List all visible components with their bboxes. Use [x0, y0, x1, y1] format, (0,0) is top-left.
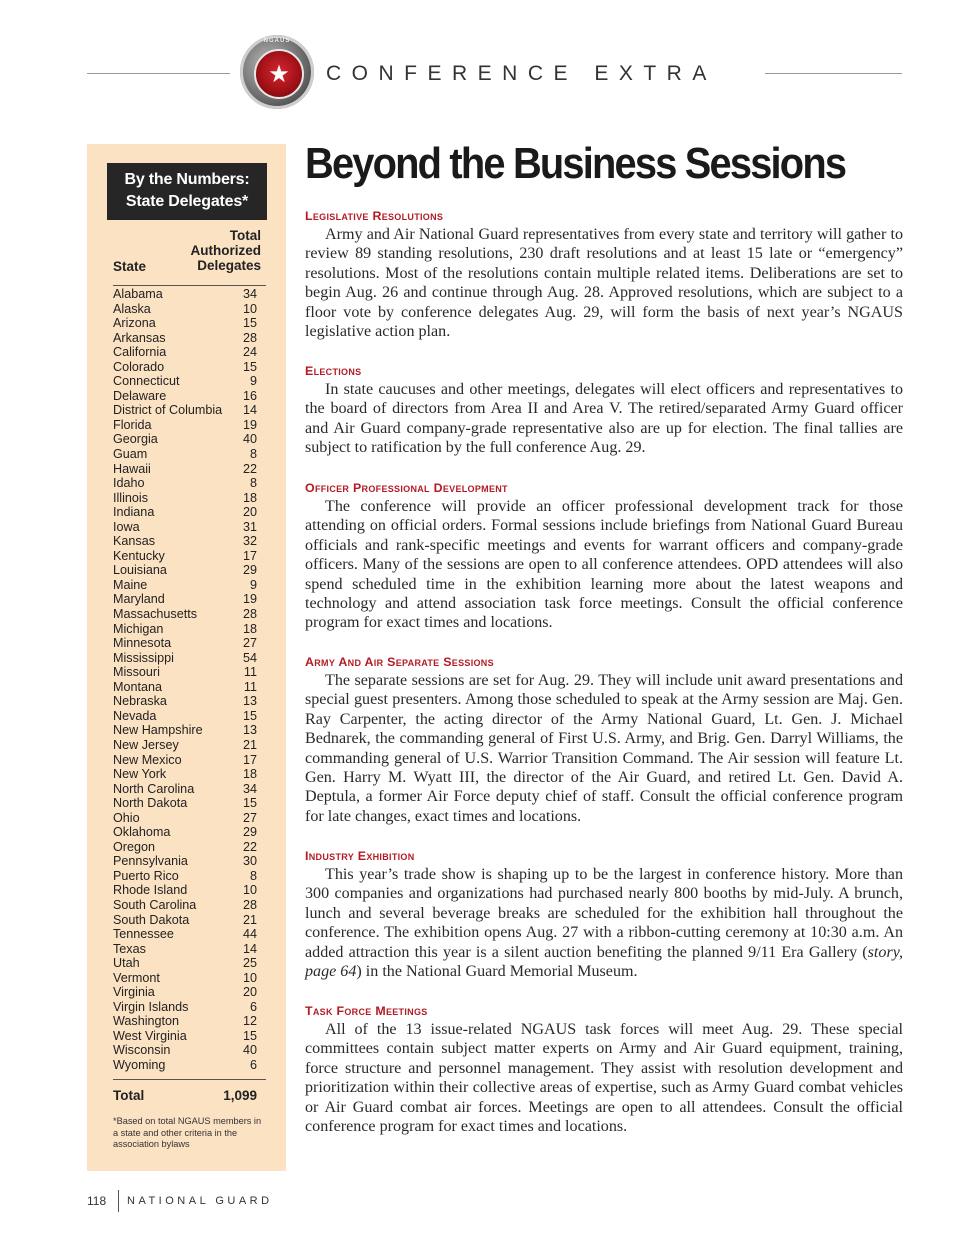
section-body: In state caucuses and other meetings, delegates will elect officers and representatives to the board of directors from Area II and Area V. The retired/separated Army Guard officer and Air Guard company-grade representative also are up for election. The final tallies are subject to ratification by the full conference Aug. 29. [305, 381, 903, 457]
delegate-count: 13 [242, 723, 257, 738]
delegate-count: 18 [242, 767, 257, 782]
table-row [113, 942, 266, 957]
delegate-count: 31 [242, 519, 257, 534]
table-row [113, 287, 266, 302]
delegate-count: 8 [249, 476, 257, 491]
table-row [113, 592, 266, 607]
table-row [113, 505, 266, 520]
state-name: North Carolina [113, 781, 195, 796]
state-name: Oklahoma [113, 825, 171, 840]
section-heading: Legislative Resolutions [305, 209, 444, 223]
state-name: Texas [113, 941, 146, 956]
state-name: Colorado [113, 359, 165, 374]
state-name: Connecticut [113, 374, 180, 389]
delegate-count: 6 [249, 1057, 257, 1072]
state-name: Wyoming [113, 1057, 166, 1072]
table-row [113, 622, 266, 637]
table-row [113, 709, 266, 724]
table-row [113, 898, 266, 913]
delegate-count: 8 [249, 447, 257, 462]
state-name: District of Columbia [113, 403, 223, 418]
delegate-count: 28 [242, 607, 257, 622]
table-row [113, 869, 266, 884]
table-row [113, 971, 266, 986]
page-number: 118 [87, 1194, 107, 1208]
table-row [113, 316, 266, 331]
table-row [113, 534, 266, 549]
state-name: California [113, 345, 167, 360]
section-label: CONFERENCE EXTRA [326, 62, 717, 85]
table-row [113, 651, 266, 666]
delegate-count: 18 [242, 621, 257, 636]
table-row [113, 302, 266, 317]
table-row [113, 665, 266, 680]
state-name: New York [113, 767, 167, 782]
delegate-count: 21 [242, 737, 257, 752]
table-row [113, 956, 266, 971]
state-name: Georgia [113, 432, 158, 447]
section-body: Army and Air National Guard representatives from every state and territory will gather to review 89 standing resolutions, 230 draft resolutions and at least 15 late or “emergency” resolutions. Most of the resolutions contain multiple related items. Deliberations are set to begin Aug. 26 and continue through Aug. 28. Approved resolutions, which are subject to a floor vote by conference delegates Aug. 29, will form the basis of next year’s NGAUS legislative action plan. [305, 226, 903, 341]
table-row [113, 782, 266, 797]
delegate-count: 24 [242, 345, 257, 360]
seal-label: NGAUS [263, 38, 291, 44]
table-row [113, 403, 266, 418]
delegate-count: 14 [242, 403, 257, 418]
delegate-count: 40 [242, 1043, 257, 1058]
delegate-count: 20 [242, 505, 257, 520]
delegate-count: 17 [242, 752, 257, 767]
table-row [113, 1043, 266, 1058]
sidebar-title-line2: State Delegates* [125, 193, 249, 210]
table-row [113, 854, 266, 869]
delegate-count: 12 [242, 1014, 257, 1029]
delegate-count: 32 [242, 534, 257, 549]
state-name: Kansas [113, 534, 156, 549]
delegate-count: 28 [242, 897, 257, 912]
delegate-count: 30 [242, 854, 257, 869]
table-row [113, 520, 266, 535]
delegate-count: 10 [242, 301, 257, 316]
state-name: Mississippi [113, 650, 174, 665]
table-row [113, 913, 266, 928]
column-header-total [187, 228, 261, 273]
sidebar-title-line1: By the Numbers: [124, 171, 250, 188]
delegate-count: 19 [242, 417, 257, 432]
table-row [113, 432, 266, 447]
table-row [113, 491, 266, 506]
delegates-sidebar [87, 144, 286, 1171]
state-name: Maryland [113, 592, 165, 607]
table-row [113, 549, 266, 564]
delegate-count: 11 [243, 679, 257, 694]
sidebar-title [107, 163, 267, 220]
total-label: Total [113, 1088, 145, 1103]
delegate-count: 18 [242, 490, 257, 505]
delegate-count: 17 [242, 548, 257, 563]
state-name: Iowa [113, 519, 140, 534]
state-name: New Jersey [113, 737, 179, 752]
delegate-count: 29 [242, 825, 257, 840]
delegate-count: 34 [242, 287, 257, 301]
section-body: The conference will provide an officer professional development track for those attending on official orders. Formal sessions include briefings from National Guard Bureau officials and rank-specific meetings and events for warrant officers and company-grade officers. Many of the sessions are open to all conference attendees. OPD attendees will also spend scheduled time in the exhibition learning more about the latest weapons and technology and attend association task force meetings. Consult the official conference program for exact times and locations. [305, 498, 903, 632]
delegate-count: 14 [242, 941, 257, 956]
section-heading: Task Force Meetings [305, 1004, 428, 1018]
table-row [113, 636, 266, 651]
delegate-count: 9 [249, 374, 257, 389]
header-rule-right [765, 73, 902, 74]
delegate-count: 11 [243, 665, 257, 680]
state-name: Illinois [113, 490, 148, 505]
table-row [113, 825, 266, 840]
state-name: Virgin Islands [113, 999, 189, 1014]
section-officer-professional-development [305, 479, 903, 633]
table-row [113, 578, 266, 593]
body-text: This year’s trade show is shaping up to be the largest in conference history. More than 300 companies and organizations had purchased nearly 800 booths by mid-July. A brunch, lunch and several beverage breaks are scheduled for the exhibition hall throughout the conference. The exhibition opens Aug. 27 with a ribbon-cutting ceremony at 10:30 a.m. An added attraction this year is a silent auction benefiting the planned 9/11 Era Gallery ( [305, 866, 903, 961]
state-name: Utah [113, 956, 140, 971]
table-row [113, 389, 266, 404]
total-value: 1,099 [223, 1088, 257, 1103]
delegate-count: 28 [242, 330, 257, 345]
delegate-count: 10 [242, 883, 257, 898]
table-row [113, 345, 266, 360]
table-bottom-rule [113, 1079, 266, 1080]
state-name: Minnesota [113, 636, 172, 651]
delegate-count: 15 [242, 796, 257, 811]
delegate-count: 29 [242, 563, 257, 578]
table-row [113, 680, 266, 695]
state-name: Washington [113, 1014, 180, 1029]
delegate-count: 20 [242, 985, 257, 1000]
state-name: Tennessee [113, 927, 174, 942]
table-row [113, 1000, 266, 1015]
state-name: Montana [113, 679, 163, 694]
footer-divider [118, 1190, 119, 1212]
state-name: Massachusetts [113, 607, 197, 622]
state-name: North Dakota [113, 796, 188, 811]
delegate-count: 22 [242, 839, 257, 854]
table-row [113, 331, 266, 346]
table-row [113, 796, 266, 811]
table-row [113, 753, 266, 768]
section-heading: Industry Exhibition [305, 849, 415, 863]
delegate-count: 9 [249, 577, 257, 592]
body-text-end: ) in the National Guard Memorial Museum. [356, 963, 638, 981]
table-row [113, 985, 266, 1000]
section-elections [305, 362, 903, 458]
table-row [113, 883, 266, 898]
state-name: Louisiana [113, 563, 167, 578]
state-name: Pennsylvania [113, 854, 188, 869]
state-name: Wisconsin [113, 1043, 171, 1058]
state-name: Oregon [113, 839, 156, 854]
table-row [113, 360, 266, 375]
section-body: The separate sessions are set for Aug. 29. They will include unit award presentations and special guest presenters. Among those scheduled to speak at the Army session are Maj. Gen. Ray Carpenter, the acting director of the Army National Guard, Lt. Gen. J. Michael Bednarek, the commanding general of First U.S. Army, and Brig. Gen. Darryl Williams, the commanding general of U.S. Warrior Transition Command. The Air session will feature Lt. Gen. Harry M. Wyatt III, the director of the Air Guard, and retired Lt. Gen. David A. Deptula, a former Air Force deputy chief of staff. Consult the official conference program for late changes, exact times and locations. [305, 672, 903, 825]
state-name: Alabama [113, 287, 163, 301]
state-name: New Mexico [113, 752, 182, 767]
delegates-table [113, 287, 266, 1073]
table-row [113, 840, 266, 855]
delegate-count: 27 [242, 636, 257, 651]
state-name: New Hampshire [113, 723, 203, 738]
table-row [113, 723, 266, 738]
delegate-count: 15 [242, 708, 257, 723]
state-name: West Virginia [113, 1028, 187, 1043]
star-icon: ★ [268, 60, 290, 88]
delegate-count: 8 [249, 868, 257, 883]
state-name: Ohio [113, 810, 140, 825]
state-name: Missouri [113, 665, 160, 680]
table-row [113, 607, 266, 622]
column-header-total-line2: Authorized [190, 243, 261, 258]
table-row [113, 476, 266, 491]
column-header-total-line1: Total [229, 228, 261, 243]
delegate-count: 10 [242, 970, 257, 985]
section-army-air-separate-sessions [305, 653, 903, 826]
delegate-count: 19 [242, 592, 257, 607]
section-heading: Officer Professional Development [305, 481, 508, 495]
publication-name: NATIONAL GUARD [127, 1195, 273, 1207]
state-name: Guam [113, 447, 148, 462]
table-row [113, 1014, 266, 1029]
state-name: South Dakota [113, 912, 190, 927]
state-name: Idaho [113, 476, 145, 491]
state-name: Florida [113, 417, 152, 432]
table-row [113, 694, 266, 709]
total-row [113, 1088, 266, 1103]
section-heading: Army And Air Separate Sessions [305, 655, 494, 669]
header-rule-left [87, 73, 230, 74]
story-reference: story, page 64 [305, 943, 903, 981]
delegate-count: 40 [242, 432, 257, 447]
column-header-state: State [113, 259, 147, 274]
delegate-count: 27 [242, 810, 257, 825]
delegate-count: 15 [242, 359, 257, 374]
state-name: Puerto Rico [113, 868, 179, 883]
state-name: Alaska [113, 301, 151, 316]
table-row [113, 1058, 266, 1073]
state-name: Vermont [113, 970, 160, 985]
sidebar-footnote: *Based on total NGAUS members in a state and other criteria in the association bylaws [113, 1116, 262, 1149]
table-row [113, 767, 266, 782]
delegate-count: 6 [249, 999, 257, 1014]
ngaus-seal-logo [240, 35, 314, 109]
state-name: Nevada [113, 708, 157, 723]
state-name: Rhode Island [113, 883, 188, 898]
article-headline: Beyond the Business Sessions [305, 139, 846, 188]
state-name: Hawaii [113, 461, 151, 476]
section-task-force-meetings [305, 1002, 903, 1136]
table-row [113, 418, 266, 433]
delegate-count: 25 [242, 956, 257, 971]
state-name: Virginia [113, 985, 155, 1000]
section-industry-exhibition [305, 847, 903, 981]
state-name: South Carolina [113, 897, 197, 912]
section-body: All of the 13 issue-related NGAUS task forces will meet Aug. 29. These special committees contain subject matter experts on Army and Air Guard equipment, training, force structure and personnel management. They assist with resolution development and prioritization within their collective areas of expertise, such as Army Guard combat vehicles or Air Guard combat air forces. Meetings are open to all attendees. Consult the official conference program for exact times and locations. [305, 1021, 903, 1136]
delegate-count: 15 [242, 316, 257, 331]
table-row [113, 811, 266, 826]
table-row [113, 738, 266, 753]
state-name: Indiana [113, 505, 155, 520]
delegate-count: 13 [242, 694, 257, 709]
seal-emblem [254, 49, 304, 99]
column-header-total-line3: Delegates [197, 258, 261, 273]
delegate-count: 22 [242, 461, 257, 476]
table-row [113, 462, 266, 477]
state-name: Maine [113, 577, 148, 592]
section-body [305, 865, 903, 981]
state-name: Arkansas [113, 330, 166, 345]
delegate-count: 21 [242, 912, 257, 927]
delegate-count: 15 [242, 1028, 257, 1043]
table-row [113, 374, 266, 389]
state-name: Delaware [113, 388, 167, 403]
state-name: Arizona [113, 316, 156, 331]
delegate-count: 16 [242, 388, 257, 403]
table-row [113, 1029, 266, 1044]
delegate-count: 54 [242, 650, 257, 665]
state-name: Michigan [113, 621, 164, 636]
delegate-count: 44 [242, 927, 257, 942]
state-name: Kentucky [113, 548, 165, 563]
section-legislative-resolutions [305, 207, 903, 341]
state-name: Nebraska [113, 694, 167, 709]
table-row [113, 447, 266, 462]
table-row [113, 927, 266, 942]
section-heading: Elections [305, 364, 362, 378]
delegate-count: 34 [242, 781, 257, 796]
table-row [113, 563, 266, 578]
table-top-rule [113, 285, 266, 286]
